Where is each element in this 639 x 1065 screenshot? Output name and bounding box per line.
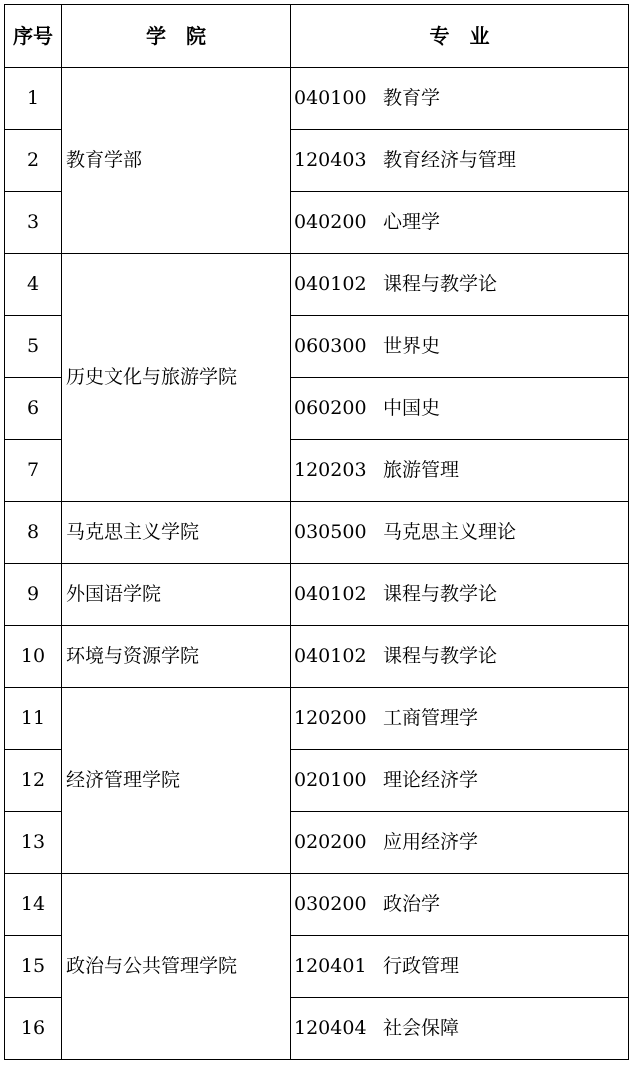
major-cell [291, 378, 629, 440]
major-cell [291, 440, 629, 502]
header-college: 学 院 [62, 5, 291, 68]
major-cell [291, 254, 629, 316]
major-code: 120404 [294, 1017, 367, 1040]
major-code: 060200 [294, 397, 367, 420]
major-cell [291, 192, 629, 254]
major-name: 旅游管理 [383, 459, 460, 482]
major-name: 应用经济学 [383, 831, 479, 854]
table-row [5, 564, 629, 626]
major-code: 060300 [294, 335, 367, 358]
row-number: 9 [5, 564, 62, 626]
major-name: 社会保障 [383, 1017, 460, 1040]
college-name: 政治与公共管理学院 [62, 874, 291, 1060]
major-cell [291, 936, 629, 998]
row-number: 4 [5, 254, 62, 316]
major-cell [291, 750, 629, 812]
major-cell [291, 316, 629, 378]
row-number: 10 [5, 626, 62, 688]
major-name: 工商管理学 [383, 707, 479, 730]
major-code: 120203 [294, 459, 367, 482]
row-number: 12 [5, 750, 62, 812]
major-name: 教育经济与管理 [383, 149, 517, 172]
major-name: 心理学 [383, 211, 441, 234]
row-number: 14 [5, 874, 62, 936]
major-code: 040102 [294, 583, 367, 606]
row-number: 1 [5, 68, 62, 130]
table-row [5, 502, 629, 564]
major-code: 020200 [294, 831, 367, 854]
major-name: 政治学 [383, 893, 441, 916]
major-name: 中国史 [383, 397, 441, 420]
major-name: 教育学 [383, 87, 441, 110]
college-name: 经济管理学院 [62, 688, 291, 874]
major-cell [291, 626, 629, 688]
table-header-row [5, 5, 629, 68]
major-cell [291, 874, 629, 936]
row-number: 8 [5, 502, 62, 564]
header-major: 专 业 [291, 5, 629, 68]
major-code: 030200 [294, 893, 367, 916]
college-name: 环境与资源学院 [62, 626, 291, 688]
major-name: 马克思主义理论 [383, 521, 517, 544]
program-table [4, 4, 629, 1060]
major-code: 120401 [294, 955, 367, 978]
row-number: 11 [5, 688, 62, 750]
major-code: 120403 [294, 149, 367, 172]
major-name: 行政管理 [383, 955, 460, 978]
major-cell [291, 130, 629, 192]
major-code: 030500 [294, 521, 367, 544]
row-number: 5 [5, 316, 62, 378]
major-code: 020100 [294, 769, 367, 792]
row-number: 16 [5, 998, 62, 1060]
major-code: 040102 [294, 645, 367, 668]
major-name: 理论经济学 [383, 769, 479, 792]
table-row [5, 688, 629, 750]
table-body [5, 68, 629, 1060]
row-number: 13 [5, 812, 62, 874]
major-cell [291, 688, 629, 750]
major-code: 040102 [294, 273, 367, 296]
table-row [5, 626, 629, 688]
major-code: 120200 [294, 707, 367, 730]
major-name: 世界史 [383, 335, 441, 358]
row-number: 2 [5, 130, 62, 192]
major-name: 课程与教学论 [383, 273, 498, 296]
table-row [5, 254, 629, 316]
college-name: 外国语学院 [62, 564, 291, 626]
major-cell [291, 502, 629, 564]
major-cell [291, 998, 629, 1060]
major-code: 040200 [294, 211, 367, 234]
major-name: 课程与教学论 [383, 583, 498, 606]
row-number: 3 [5, 192, 62, 254]
college-name: 马克思主义学院 [62, 502, 291, 564]
major-cell [291, 812, 629, 874]
major-cell [291, 68, 629, 130]
college-name: 教育学部 [62, 68, 291, 254]
major-cell [291, 564, 629, 626]
row-number: 7 [5, 440, 62, 502]
college-name: 历史文化与旅游学院 [62, 254, 291, 502]
major-code: 040100 [294, 87, 367, 110]
major-name: 课程与教学论 [383, 645, 498, 668]
header-num: 序号 [5, 5, 62, 68]
row-number: 15 [5, 936, 62, 998]
table-row [5, 874, 629, 936]
row-number: 6 [5, 378, 62, 440]
table-row [5, 68, 629, 130]
